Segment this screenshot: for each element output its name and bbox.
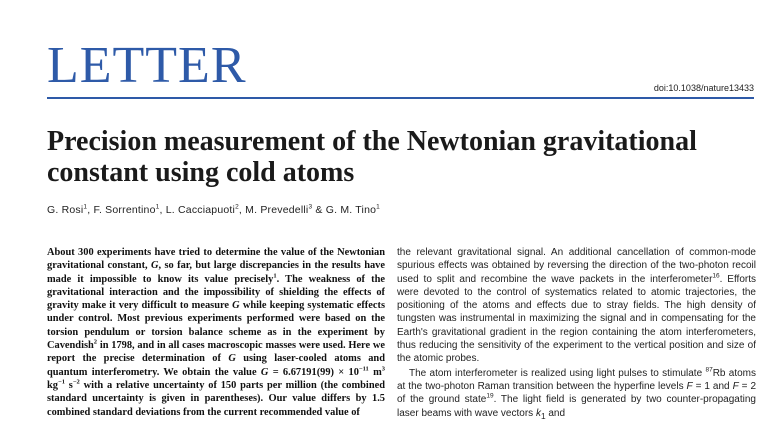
text-run: About 300 experiments have tried to determine the value of the Newtonian gravitational constant, (47, 247, 385, 272)
text-run: = 1 and (692, 380, 733, 392)
author-separator: & (312, 204, 326, 216)
author-separator: , (159, 204, 166, 216)
affiliation-marker[interactable]: 1 (376, 203, 380, 211)
superscript[interactable]: −11 (358, 365, 369, 373)
affiliation-marker[interactable]: 1 (83, 203, 88, 211)
body-paragraph (397, 246, 756, 366)
italic-text: G (151, 260, 159, 272)
author-separator: , (238, 204, 246, 216)
abstract-paragraph (47, 246, 385, 419)
superscript[interactable]: −1 (57, 378, 65, 386)
text-run: kg (47, 379, 58, 391)
author-name[interactable]: L. Cacciapuoti (165, 204, 236, 216)
text-run: . The light field is generated by two counter-propagating laser beams with wave vectors (397, 394, 756, 419)
abstract-column (47, 246, 385, 441)
author-name[interactable]: F. Sorrentino (93, 204, 156, 216)
text-run: using laser-cooled atoms and quantum interferometry. We obtain the value (47, 353, 385, 378)
text-run: . Efforts were devoted to the control of systematics related to atomic trajectories, the positioning of the atoms and effects due to stray fields. The high density of tungsten was instrumental in maximizing the signal and in compensating for the Earth's gravitational gradient in the region containing the atom interferometers, thus reducing the sensitivity of the experiment to the vertical position and size of the atomic probes. (397, 273, 756, 365)
author-name[interactable]: G. Rosi (47, 204, 84, 216)
italic-text: F (732, 380, 739, 392)
section-label: LETTER (47, 37, 247, 94)
text-run: s (64, 379, 73, 391)
italic-text: G (228, 353, 236, 365)
text-run: = 6.67191(99) × 10 (268, 366, 359, 378)
italic-text: k (535, 407, 541, 419)
body-column (397, 246, 756, 441)
author-separator: , (87, 204, 94, 216)
author-list (47, 204, 767, 216)
text-run: with a relative uncertainty of 150 parts per million (the combined standard uncertainty is given in parentheses). Our value differs by 1.5 combined standard deviations from the current recommended value of (47, 379, 385, 418)
superscript[interactable]: 87 (705, 366, 713, 374)
affiliation-marker[interactable]: 2 (235, 203, 239, 211)
text-run: . The weakness of the gravitational interaction and the impossibility of shielding the effects of gravity make it very difficult to measure (47, 273, 385, 312)
body-paragraph (397, 367, 756, 423)
italic-text: G (232, 300, 240, 312)
superscript[interactable]: −2 (72, 378, 80, 386)
superscript[interactable]: 19 (486, 392, 494, 400)
text-run: and (545, 407, 566, 419)
text-run: , so far, but large discrepancies in the results have made it impossible to know its value precisely (47, 260, 385, 285)
author-name[interactable]: G. M. Tino (325, 204, 377, 216)
text-run: The atom interferometer is realized using light pulses to stimulate (409, 367, 706, 379)
affiliation-marker[interactable]: 3 (308, 203, 313, 211)
text-run: = 2 of the ground state (397, 380, 756, 406)
italic-text: F (686, 380, 693, 392)
subscript: 1 (540, 410, 546, 421)
text-run: while keeping systematic effects under control. Most previous experiments performed were based on the torsion pendulum or torsion balance scheme as in the experiment by Cavendish (47, 300, 385, 352)
superscript[interactable]: 1 (273, 272, 277, 280)
affiliation-marker[interactable]: 1 (155, 203, 160, 211)
superscript[interactable]: 3 (381, 365, 385, 373)
text-run: m (368, 366, 382, 378)
article-title: Precision measurement of the Newtonian gravitational constant using cold atoms (47, 126, 697, 188)
author-name[interactable]: M. Prevedelli (245, 204, 309, 216)
text-run: the relevant gravitational signal. An additional cancellation of common-mode spurious effects was obtained by reversing the direction of the two-photon recoil used to split and recombine the wave packets in the interferometer (397, 247, 756, 285)
header-rule (47, 97, 754, 99)
italic-text: G (260, 366, 269, 378)
superscript[interactable]: 2 (93, 338, 98, 346)
doi-link[interactable]: doi:10.1038/nature13433 (653, 83, 754, 93)
text-run: in 1798, and in all cases macroscopic masses were used. Here we report the precise determination of (47, 340, 385, 365)
text-run: Rb atoms at the two-photon Raman transition between the hyperfine levels (397, 367, 756, 392)
superscript[interactable]: 16 (712, 272, 720, 280)
